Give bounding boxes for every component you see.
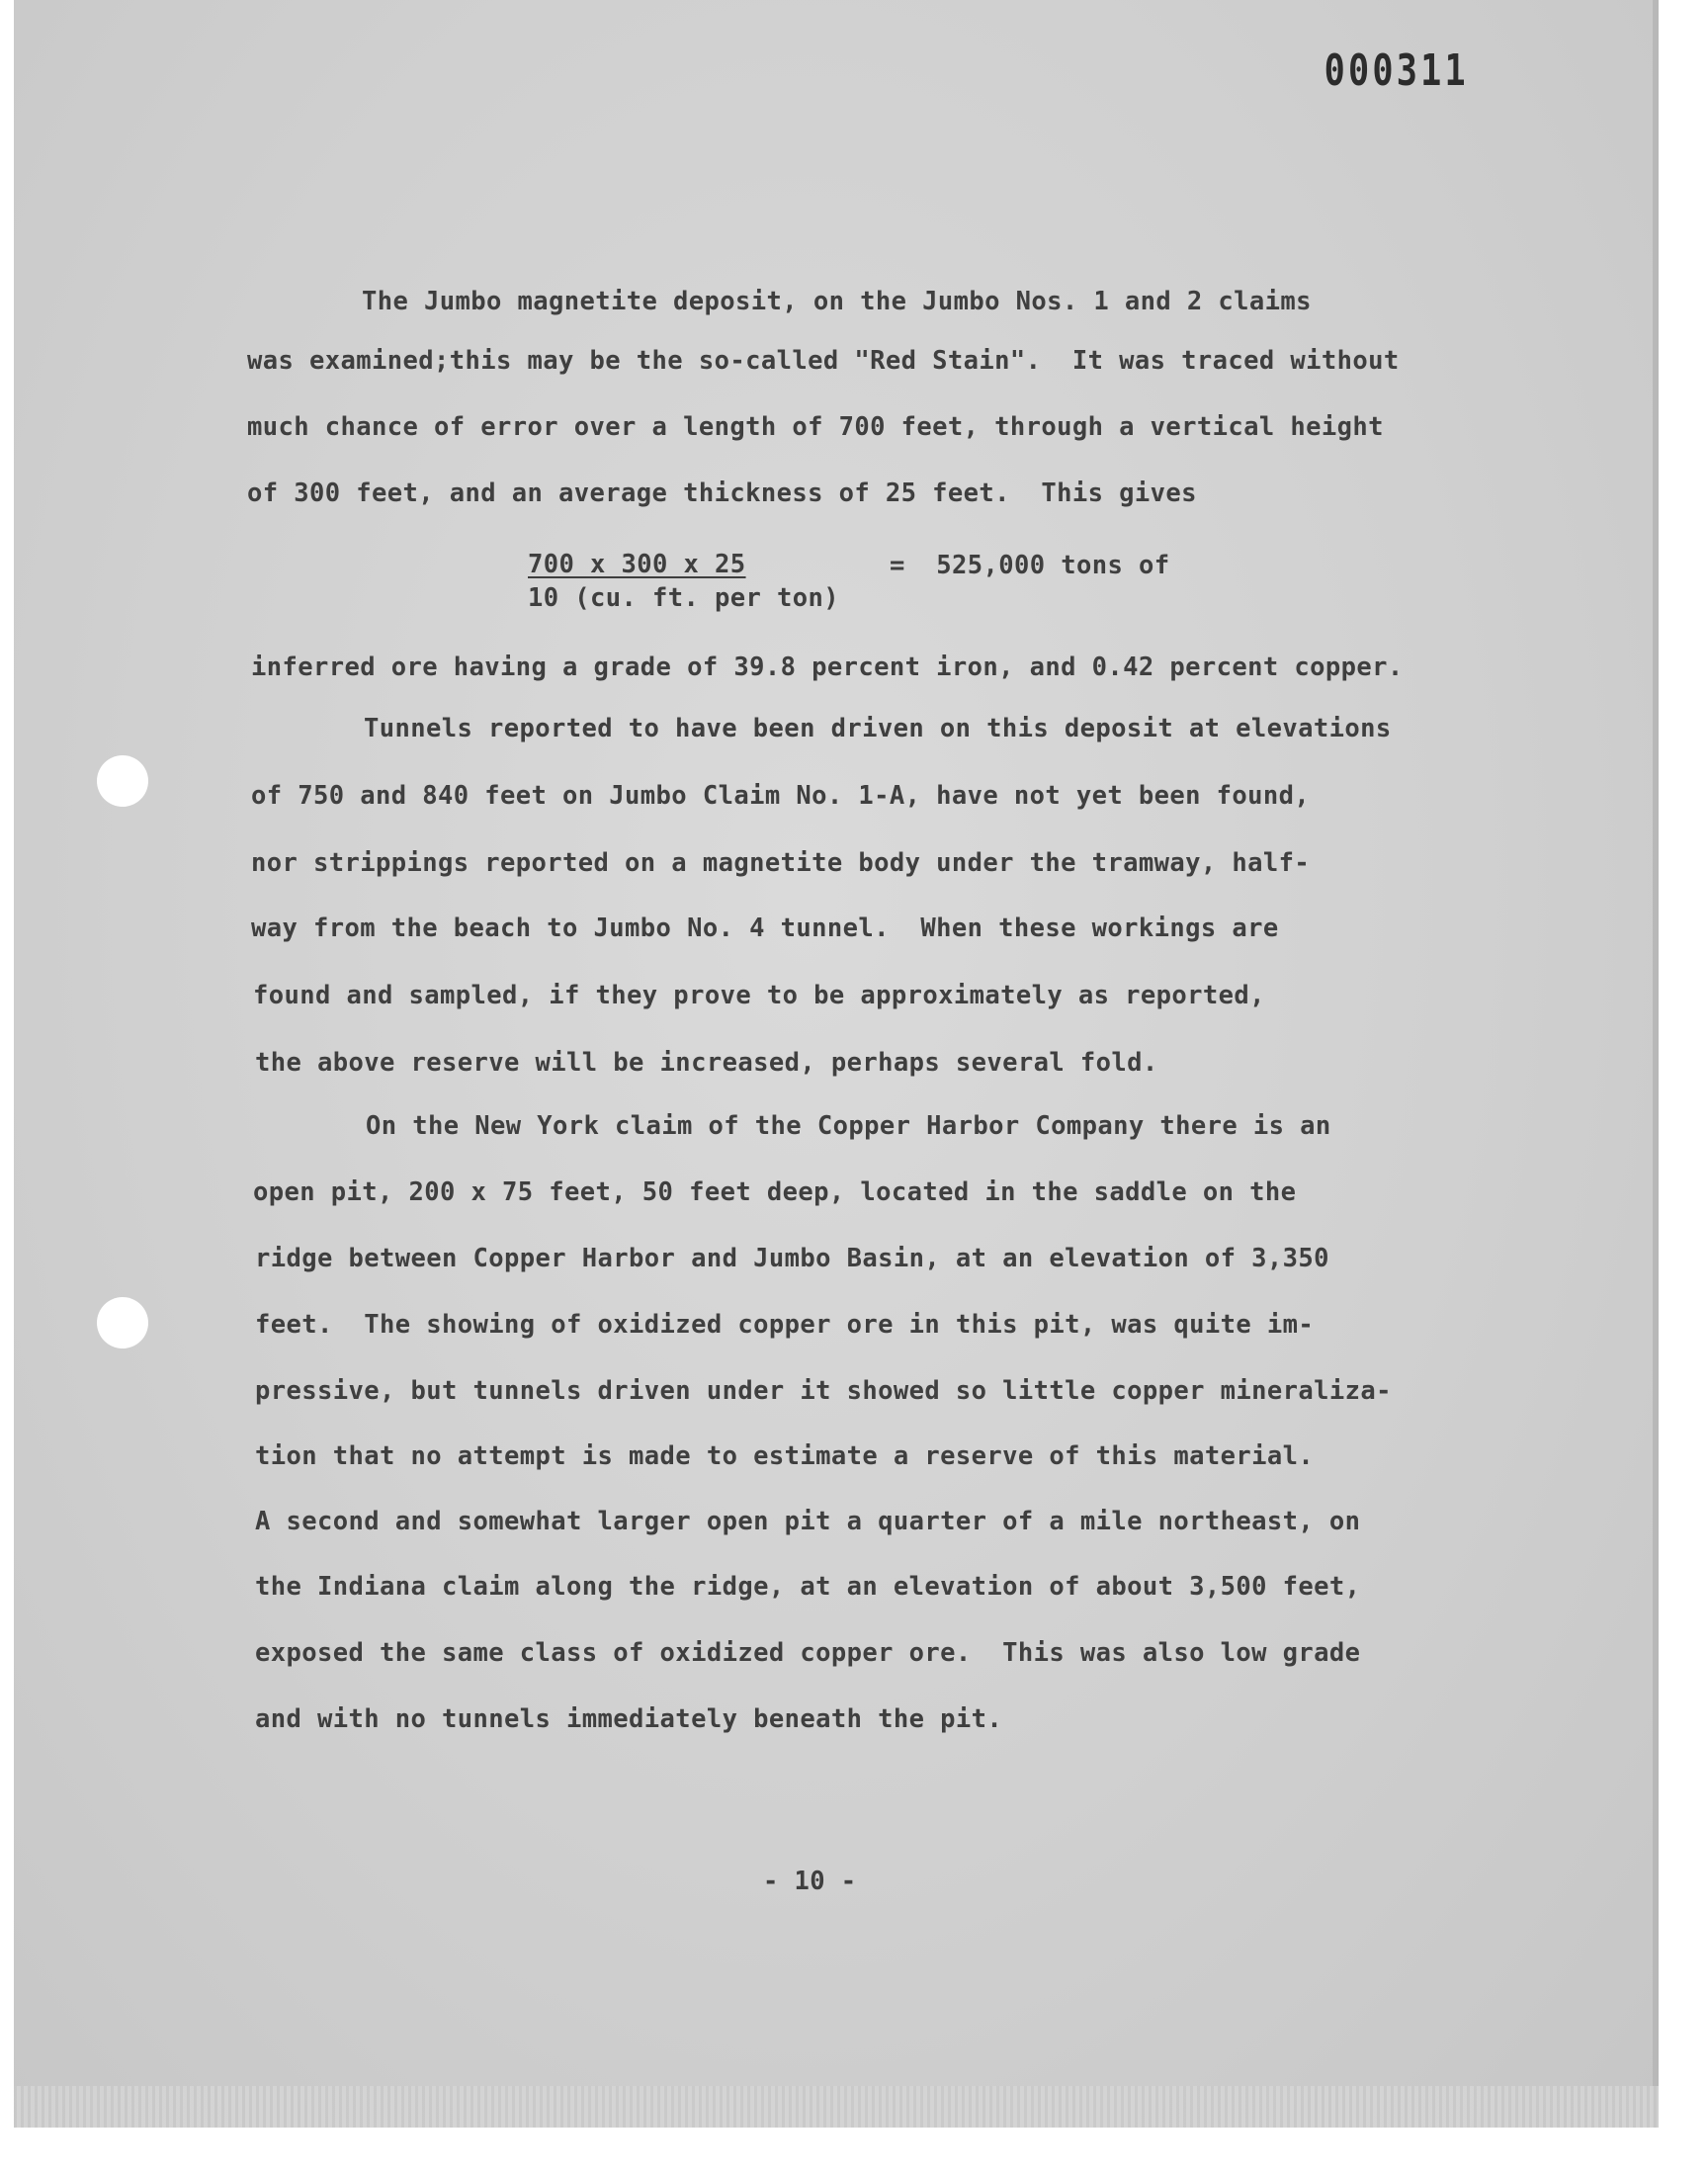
text-line: found and sampled, if they prove to be approximately as reported, <box>253 981 1265 1010</box>
document-stamp-number: 000311 <box>1324 45 1469 96</box>
text-line: pressive, but tunnels driven under it showed so little copper mineraliza- <box>255 1376 1392 1406</box>
formula-result: = 525,000 tons of <box>890 551 1170 580</box>
text-line: exposed the same class of oxidized copper ore. This was also low grade <box>255 1638 1361 1668</box>
text-line: of 300 feet, and an average thickness of 25 feet. This gives <box>247 478 1197 508</box>
text-line: of 750 and 840 feet on Jumbo Claim No. 1-A, have not yet been found, <box>251 781 1311 811</box>
text-line: was examined;this may be the so-called "Red Stain". It was traced without <box>247 346 1400 376</box>
text-line: inferred ore having a grade of 39.8 percent iron, and 0.42 percent copper. <box>251 652 1404 682</box>
punch-hole-lower <box>97 1297 148 1348</box>
punch-hole-upper <box>97 755 148 807</box>
scan-bottom-strip <box>14 2086 1659 2128</box>
text-line: ridge between Copper Harbor and Jumbo Basin, at an elevation of 3,350 <box>255 1244 1329 1273</box>
page-number: - 10 - <box>763 1867 857 1896</box>
text-line: way from the beach to Jumbo No. 4 tunnel. When these workings are <box>251 914 1279 943</box>
text-line: the Indiana claim along the ridge, at an elevation of about 3,500 feet, <box>255 1572 1361 1602</box>
page-edge-shadow <box>1653 0 1659 2128</box>
formula-numerator: 700 x 300 x 25 <box>528 550 746 579</box>
text-line: tion that no attempt is made to estimate a reserve of this material. <box>255 1441 1315 1471</box>
text-line: Tunnels reported to have been driven on this deposit at elevations <box>364 714 1392 743</box>
text-line: and with no tunnels immediately beneath the pit. <box>255 1704 1003 1734</box>
text-line: A second and somewhat larger open pit a quarter of a mile northeast, on <box>255 1507 1361 1536</box>
formula-denominator: 10 (cu. ft. per ton) <box>528 583 840 613</box>
text-line: feet. The showing of oxidized copper ore in this pit, was quite im- <box>255 1310 1315 1340</box>
text-line: open pit, 200 x 75 feet, 50 feet deep, located in the saddle on the <box>253 1177 1297 1207</box>
text-line: On the New York claim of the Copper Harbor Company there is an <box>366 1111 1331 1141</box>
text-line: the above reserve will be increased, perhaps several fold. <box>255 1048 1158 1078</box>
text-line: The Jumbo magnetite deposit, on the Jumbo Nos. 1 and 2 claims <box>362 287 1312 316</box>
text-line: nor strippings reported on a magnetite body under the tramway, half- <box>251 848 1311 878</box>
text-line: much chance of error over a length of 700 feet, through a vertical height <box>247 412 1384 442</box>
